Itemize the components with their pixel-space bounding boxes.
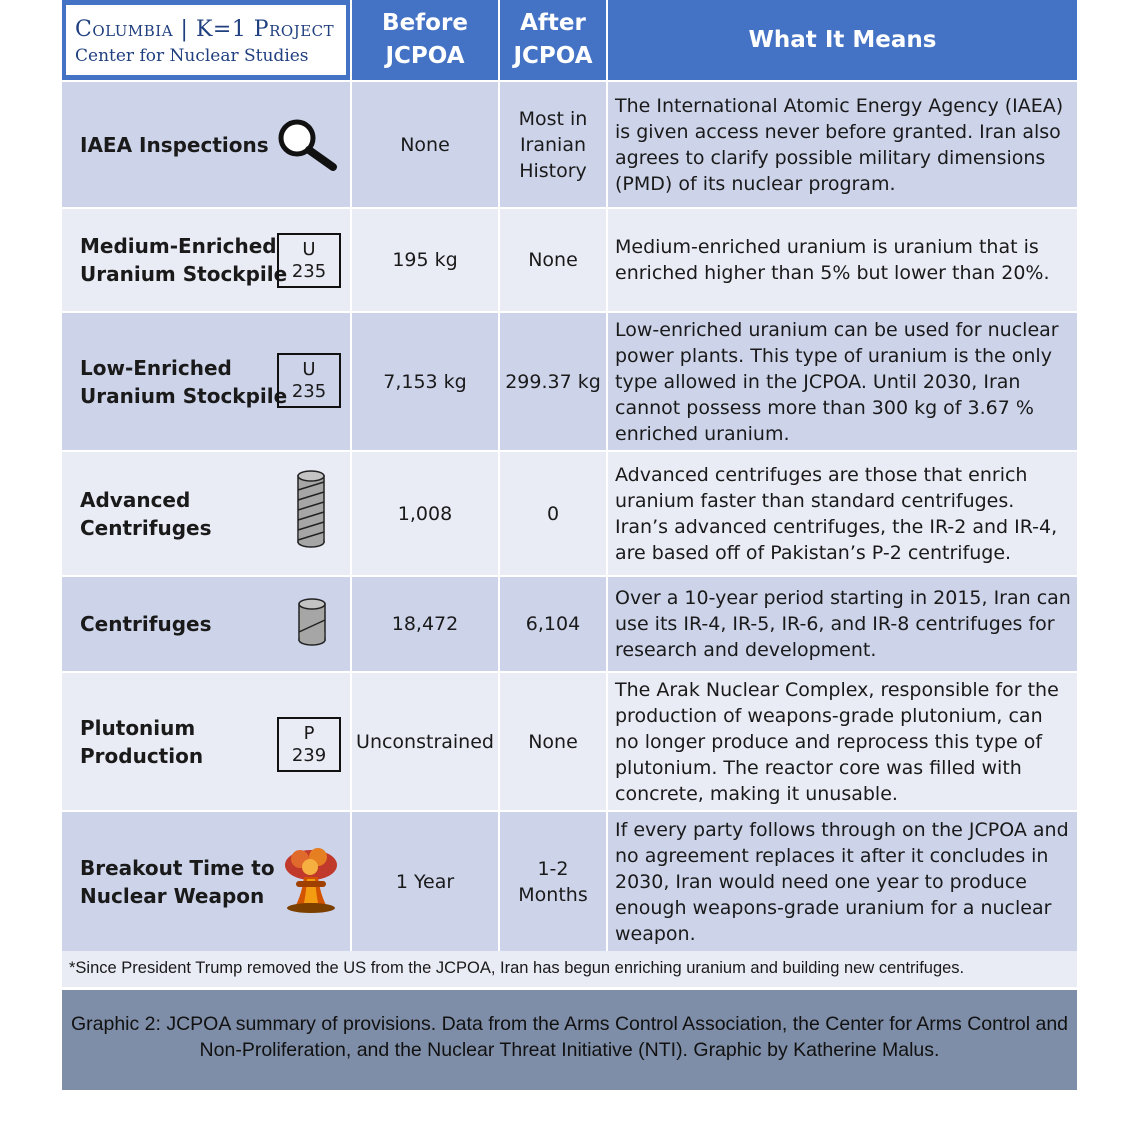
element-symbol: P [303,722,315,744]
element-number: 235 [291,260,327,282]
provision-cell [62,673,350,810]
provision-cell [62,452,350,575]
uranium-235-icon [277,353,341,408]
before-value: 7,153 kg [350,313,498,450]
table-row [62,673,1077,812]
table-row [62,209,1077,313]
after-value: 0 [498,452,606,575]
provision-name: Advanced Centrifuges [80,487,212,540]
after-value: None [498,673,606,810]
table-row [62,452,1077,577]
centrifuge-icon [297,598,327,648]
before-value: 1 Year [350,812,498,951]
meaning-text: Advanced centrifuges are those that enrich uranium faster than standard centrifuges. Iran’s advanced centrifuges, the IR-2 and IR-4, are based off of Pakistan’s P-2 centrifuge. [606,452,1077,575]
mushroom-cloud-icon [282,847,340,913]
table-row [62,577,1077,673]
logo-subtitle: Center for Nuclear Studies [75,46,309,66]
jcpoa-summary-graphic [62,0,1077,1090]
table-header [62,0,1077,82]
before-value: 195 kg [350,209,498,311]
k1-project-logo [66,5,346,75]
meaning-text: Over a 10-year period starting in 2015, Iran can use its IR-4, IR-5, IR-6, and IR-8 centrifuges for research and development. [606,577,1077,671]
provision-name: Plutonium Production [80,715,204,768]
header-after: After JCPOA [498,0,606,80]
footnote: *Since President Trump removed the US from the JCPOA, Iran has begun enriching uranium and building new centrifuges. [62,951,1077,987]
logo-title: Columbia | K=1 Project [75,17,335,42]
after-value: 1-2 Months [498,812,606,951]
plutonium-239-icon [277,717,341,772]
provision-name: Low-Enriched Uranium Stockpile [80,355,288,408]
meaning-text: Low-enriched uranium can be used for nuclear power plants. This type of uranium is the only type allowed in the JCPOA. Until 2030, Iran cannot possess more than 300 kg of 3.67 % enriched uranium. [606,313,1077,450]
advanced-centrifuge-icon [295,470,327,550]
after-value: None [498,209,606,311]
provision-cell [62,82,350,207]
after-value: 299.37 kg [498,313,606,450]
before-value: 1,008 [350,452,498,575]
element-symbol: U [302,238,316,260]
header-meaning: What It Means [606,0,1077,80]
provision-cell [62,313,350,450]
meaning-text: Medium-enriched uranium is uranium that is enriched higher than 5% but lower than 20%. [606,209,1077,311]
logo-cell [62,0,350,80]
provision-name: Breakout Time to Nuclear Weapon [80,855,275,908]
meaning-text: The Arak Nuclear Complex, responsible for the production of weapons-grade plutonium, can no longer produce and reprocess this type of plutonium. The reactor core was filled with concrete, making it unusable. [606,673,1077,810]
uranium-235-icon [277,233,341,288]
provision-cell [62,209,350,311]
meaning-text: If every party follows through on the JCPOA and no agreement replaces it after it concludes in 2030, Iran would need one year to produce enough weapons-grade uranium for a nuclear weapon. [606,812,1077,951]
before-value: None [350,82,498,207]
meaning-text: The International Atomic Energy Agency (IAEA) is given access never before granted. Iran also agrees to clarify possible military dimensions (PMD) of its nuclear program. [606,82,1077,207]
before-value: 18,472 [350,577,498,671]
after-value: Most in Iranian History [498,82,606,207]
element-symbol: U [302,358,316,380]
provision-name: Centrifuges [80,612,212,636]
table-row [62,812,1077,951]
magnifying-glass-icon [276,118,338,172]
provision-cell [62,812,350,951]
header-before: Before JCPOA [350,0,498,80]
before-value: Unconstrained [350,673,498,810]
element-number: 239 [291,744,327,766]
provision-cell [62,577,350,671]
element-number: 235 [291,380,327,402]
figure-caption: Graphic 2: JCPOA summary of provisions. Data from the Arms Control Association, the Center for Arms Control and Non-Proliferation, and the Nuclear Threat Initiative (NTI). Graphic by Katherine Malus. [62,990,1077,1090]
provision-name: Medium-Enriched Uranium Stockpile [80,234,288,286]
table-row [62,82,1077,209]
provision-name: IAEA Inspections [80,132,269,157]
after-value: 6,104 [498,577,606,671]
table-row [62,313,1077,452]
